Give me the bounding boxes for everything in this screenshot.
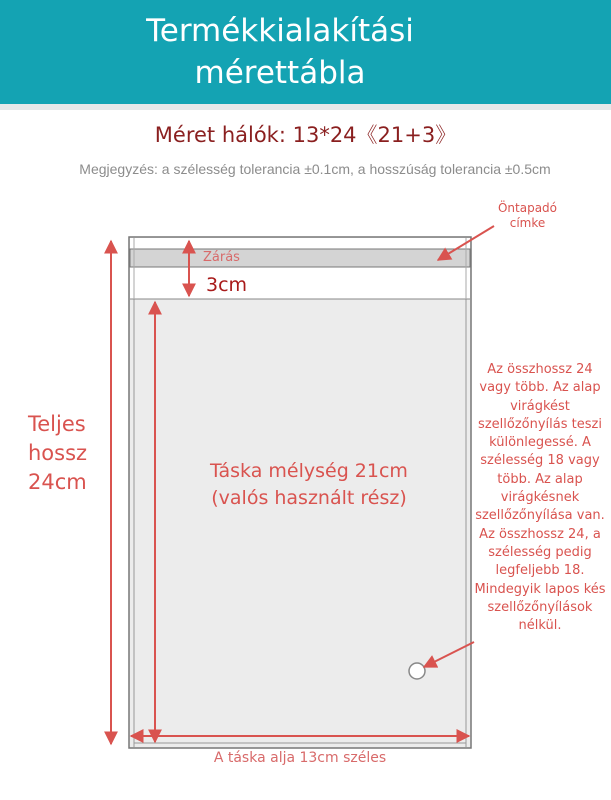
closure-label: Zárás	[203, 250, 240, 265]
bottom-width-label: A táska alja 13cm széles	[213, 750, 387, 766]
vent-hole	[409, 663, 425, 679]
total-length-label: Teljes hossz 24cm	[28, 412, 88, 494]
vent-note-label: Az összhossz 24 vagy több. Az alap virágkést szellőzőnyílás teszi különlegessé. A szélesség 18 vagy több. Az alap virágkésnek szellőzőnyílása van. Az összhossz 24, a szélesség pedig legfeljebb 18. Mindegyik lapos kés szellőzőnyílások nélkül.	[474, 362, 606, 634]
adhesive-label: Öntapadó címke	[497, 201, 558, 230]
size-title: Méret hálók: 13*24《21+3》	[154, 123, 457, 147]
closure-height-label: 3cm	[206, 274, 248, 296]
adhesive-strip	[130, 249, 470, 267]
bag-depth-label: Táska mélység 21cm (valós használt rész)	[210, 460, 408, 509]
header-title-line1: Termékkialakítási	[146, 13, 414, 49]
closure-flap	[130, 238, 470, 299]
tolerance-note: Megjegyzés: a szélesség tolerancia ±0.1cm, a hosszúság tolerancia ±0.5cm	[79, 161, 551, 177]
header-title-line2: mérettábla	[194, 55, 366, 91]
